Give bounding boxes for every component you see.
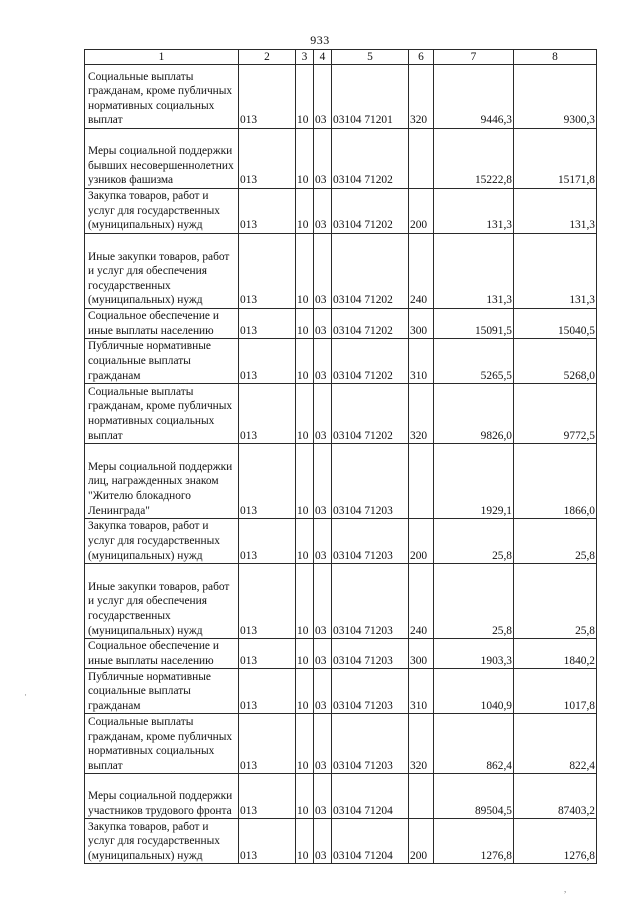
column-header: 2 (239, 50, 296, 65)
row-subsection: 03 (314, 519, 332, 564)
row-target-article: 03104 71204 (332, 774, 409, 819)
row-target-article: 03104 71203 (332, 444, 409, 519)
row-target-article: 03104 71203 (332, 639, 409, 669)
table-row (85, 519, 597, 564)
row-subsection: 03 (314, 774, 332, 819)
row-expense-type: 320 (409, 65, 434, 129)
table-row (85, 819, 597, 864)
row-name: Публичные нормативные социальные выплаты гражданам (85, 669, 239, 714)
row-amount-1: 131,3 (434, 189, 514, 234)
column-header: 6 (409, 50, 434, 65)
row-amount-2: 1276,8 (514, 819, 597, 864)
row-code: 013 (239, 339, 296, 384)
row-name: Социальные выплаты гражданам, кроме публичных нормативных социальных выплат (85, 65, 239, 129)
row-name: Закупка товаров, работ и услуг для государственных (муниципальных) нужд (85, 519, 239, 564)
row-code: 013 (239, 519, 296, 564)
row-subsection: 03 (314, 639, 332, 669)
row-amount-1: 1276,8 (434, 819, 514, 864)
row-code: 013 (239, 189, 296, 234)
row-section: 10 (296, 339, 314, 384)
row-section: 10 (296, 774, 314, 819)
row-amount-1: 25,8 (434, 564, 514, 639)
row-subsection: 03 (314, 564, 332, 639)
row-amount-2: 9300,3 (514, 65, 597, 129)
row-expense-type (409, 444, 434, 519)
column-header: 5 (332, 50, 409, 65)
row-section: 10 (296, 564, 314, 639)
row-amount-1: 25,8 (434, 519, 514, 564)
row-target-article: 03104 71203 (332, 564, 409, 639)
row-subsection: 03 (314, 234, 332, 309)
row-target-article: 03104 71202 (332, 384, 409, 444)
row-code: 013 (239, 564, 296, 639)
table-row (85, 669, 597, 714)
row-code: 013 (239, 234, 296, 309)
row-section: 10 (296, 309, 314, 339)
row-amount-1: 131,3 (434, 234, 514, 309)
row-expense-type: 320 (409, 384, 434, 444)
row-amount-1: 89504,5 (434, 774, 514, 819)
row-expense-type: 310 (409, 669, 434, 714)
row-subsection: 03 (314, 714, 332, 774)
row-amount-2: 9772,5 (514, 384, 597, 444)
row-amount-2: 1866,0 (514, 444, 597, 519)
row-name: Иные закупки товаров, работ и услуг для обеспечения государственных (муниципальных) нужд (85, 564, 239, 639)
row-target-article: 03104 71202 (332, 234, 409, 309)
row-amount-1: 9826,0 (434, 384, 514, 444)
row-subsection: 03 (314, 309, 332, 339)
row-section: 10 (296, 129, 314, 189)
row-target-article: 03104 71203 (332, 669, 409, 714)
row-name: Социальное обеспечение и иные выплаты населению (85, 639, 239, 669)
row-name: Иные закупки товаров, работ и услуг для обеспечения государственных (муниципальных) нужд (85, 234, 239, 309)
row-section: 10 (296, 714, 314, 774)
row-name: Меры социальной поддержки лиц, награжденных знаком "Жителю блокадного Ленинграда" (85, 444, 239, 519)
row-name: Закупка товаров, работ и услуг для государственных (муниципальных) нужд (85, 189, 239, 234)
row-expense-type: 300 (409, 309, 434, 339)
row-code: 013 (239, 774, 296, 819)
row-amount-2: 15171,8 (514, 129, 597, 189)
row-expense-type (409, 129, 434, 189)
scan-speck: , (564, 884, 567, 894)
row-amount-2: 131,3 (514, 189, 597, 234)
row-target-article: 03104 71202 (332, 129, 409, 189)
row-amount-1: 5265,5 (434, 339, 514, 384)
row-amount-2: 131,3 (514, 234, 597, 309)
table-row (85, 774, 597, 819)
table-row (85, 564, 597, 639)
column-header: 7 (434, 50, 514, 65)
table-row (85, 639, 597, 669)
table-row (85, 384, 597, 444)
row-subsection: 03 (314, 819, 332, 864)
table-row (85, 234, 597, 309)
row-section: 10 (296, 65, 314, 129)
row-code: 013 (239, 444, 296, 519)
row-subsection: 03 (314, 444, 332, 519)
row-amount-2: 1017,8 (514, 669, 597, 714)
row-target-article: 03104 71203 (332, 714, 409, 774)
row-amount-1: 15091,5 (434, 309, 514, 339)
row-subsection: 03 (314, 189, 332, 234)
row-expense-type: 320 (409, 714, 434, 774)
row-code: 013 (239, 819, 296, 864)
row-expense-type: 200 (409, 819, 434, 864)
row-subsection: 03 (314, 669, 332, 714)
row-expense-type: 200 (409, 189, 434, 234)
table-row (85, 444, 597, 519)
row-target-article: 03104 71202 (332, 189, 409, 234)
row-name: Закупка товаров, работ и услуг для государственных (муниципальных) нужд (85, 819, 239, 864)
row-amount-1: 9446,3 (434, 65, 514, 129)
row-code: 013 (239, 309, 296, 339)
row-target-article: 03104 71202 (332, 309, 409, 339)
row-amount-2: 15040,5 (514, 309, 597, 339)
row-subsection: 03 (314, 129, 332, 189)
row-amount-2: 87403,2 (514, 774, 597, 819)
row-amount-1: 1040,9 (434, 669, 514, 714)
table-row (85, 189, 597, 234)
row-amount-2: 5268,0 (514, 339, 597, 384)
row-amount-1: 1903,3 (434, 639, 514, 669)
row-amount-1: 15222,8 (434, 129, 514, 189)
row-expense-type: 200 (409, 519, 434, 564)
table-body (85, 50, 597, 864)
row-section: 10 (296, 234, 314, 309)
table-row (85, 129, 597, 189)
table-row (85, 339, 597, 384)
budget-table (84, 49, 597, 864)
row-target-article: 03104 71202 (332, 339, 409, 384)
row-expense-type: 240 (409, 234, 434, 309)
row-code: 013 (239, 384, 296, 444)
row-expense-type (409, 774, 434, 819)
header-row (85, 50, 597, 65)
row-name: Меры социальной поддержки бывших несовершеннолетних узников фашизма (85, 129, 239, 189)
column-header: 1 (85, 50, 239, 65)
row-amount-2: 25,8 (514, 564, 597, 639)
row-section: 10 (296, 669, 314, 714)
row-code: 013 (239, 714, 296, 774)
row-subsection: 03 (314, 65, 332, 129)
row-subsection: 03 (314, 384, 332, 444)
row-target-article: 03104 71204 (332, 819, 409, 864)
row-section: 10 (296, 519, 314, 564)
row-name: Меры социальной поддержки участников трудового фронта (85, 774, 239, 819)
row-target-article: 03104 71203 (332, 519, 409, 564)
column-header: 3 (296, 50, 314, 65)
page-number: 933 (310, 33, 330, 47)
row-name: Публичные нормативные социальные выплаты гражданам (85, 339, 239, 384)
row-amount-2: 822,4 (514, 714, 597, 774)
row-code: 013 (239, 669, 296, 714)
row-amount-2: 25,8 (514, 519, 597, 564)
row-name: Социальные выплаты гражданам, кроме публичных нормативных социальных выплат (85, 714, 239, 774)
row-amount-1: 862,4 (434, 714, 514, 774)
table-row (85, 309, 597, 339)
row-section: 10 (296, 639, 314, 669)
row-section: 10 (296, 189, 314, 234)
column-header: 4 (314, 50, 332, 65)
row-name: Социальные выплаты гражданам, кроме публичных нормативных социальных выплат (85, 384, 239, 444)
row-name: Социальное обеспечение и иные выплаты населению (85, 309, 239, 339)
row-code: 013 (239, 639, 296, 669)
row-code: 013 (239, 65, 296, 129)
scan-speck: · (24, 690, 27, 700)
row-subsection: 03 (314, 339, 332, 384)
row-expense-type: 310 (409, 339, 434, 384)
row-amount-1: 1929,1 (434, 444, 514, 519)
row-amount-2: 1840,2 (514, 639, 597, 669)
row-section: 10 (296, 384, 314, 444)
row-expense-type: 240 (409, 564, 434, 639)
row-section: 10 (296, 819, 314, 864)
row-section: 10 (296, 444, 314, 519)
row-expense-type: 300 (409, 639, 434, 669)
table-row (85, 714, 597, 774)
table-row (85, 65, 597, 129)
column-header: 8 (514, 50, 597, 65)
row-code: 013 (239, 129, 296, 189)
row-target-article: 03104 71201 (332, 65, 409, 129)
